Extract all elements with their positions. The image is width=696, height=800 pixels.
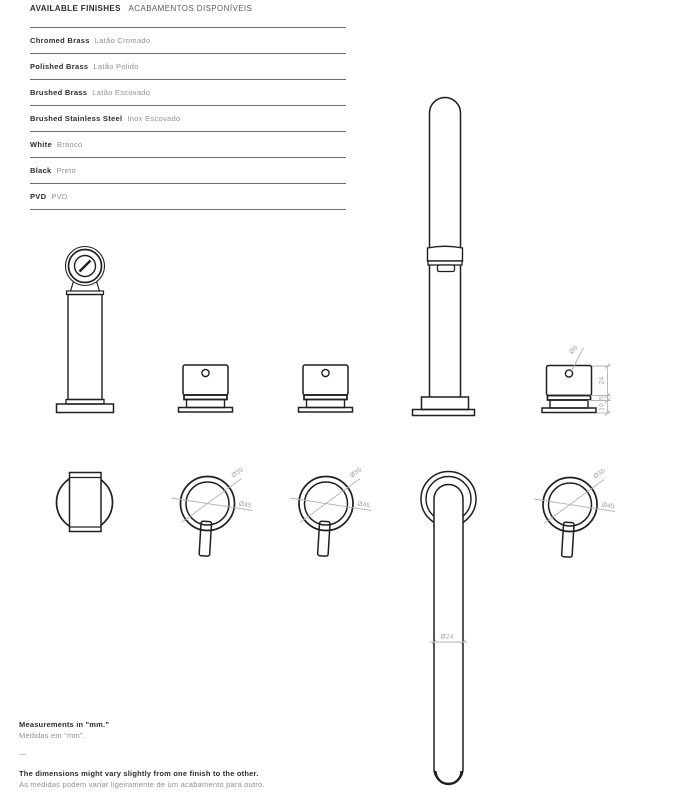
finish-name-en: Polished Brass (30, 62, 89, 71)
page-title-pt: ACABAMENTOS DISPONÍVEIS (128, 4, 253, 13)
screw-slot (80, 261, 91, 272)
spout-top-view (421, 472, 476, 785)
dim-outer-diameter: Ø45 (238, 500, 253, 510)
spout-collar (428, 246, 463, 261)
spout-base (422, 397, 469, 410)
variation-note-en: The dimensions might vary slightly from one finish to the other. (19, 769, 259, 778)
dim-outer-diameter: Ø45 (356, 500, 371, 510)
finish-name-pt: Preto (56, 166, 76, 175)
dim-band-height: 5 (598, 396, 606, 400)
finish-name-pt: Latão Cromado (94, 36, 151, 45)
shower-flange (57, 404, 114, 413)
handle-side-view-1 (179, 365, 233, 412)
finish-name-pt: Inox Escovado (127, 114, 181, 123)
dim-outer-diameter: Ø45 (601, 501, 616, 511)
handle-top-view-1 (172, 466, 253, 556)
dim-body-height: 24 (598, 376, 606, 385)
finish-name-en: Brushed Stainless Steel (30, 114, 123, 123)
dim-inner-diameter: Ø35 (230, 466, 245, 480)
handle-top-view-2 (290, 466, 371, 556)
shower-body (68, 295, 102, 400)
finish-name-en: Brushed Brass (30, 88, 88, 97)
spout-mouth (438, 265, 455, 272)
variation-note-pt: As medidas podem variar ligeiramente de um acabamento para outro. (19, 780, 265, 789)
finish-name-en: Chromed Brass (30, 36, 90, 45)
spout-side-view (413, 97, 475, 415)
page-title-en: AVAILABLE FINISHES (30, 4, 121, 13)
measurements-note-en: Measurements in "mm." (19, 720, 110, 729)
finish-name-en: PVD (30, 192, 47, 201)
finish-name-en: White (30, 140, 52, 149)
handle-top-view-3 (534, 467, 615, 557)
handle-side-view-dimensioned (542, 344, 611, 415)
dim-inner-diameter: Ø35 (592, 467, 607, 481)
dim-tube-diameter: Ø24 (440, 633, 454, 641)
dim-inner-diameter: Ø35 (348, 466, 364, 480)
footer-notes (19, 719, 265, 790)
finish-name-pt: Latão Polido (93, 62, 139, 71)
divider-dash: — (19, 749, 27, 758)
finish-name-pt: Branco (56, 140, 83, 149)
measurements-note-pt: Medidas em "mm". (19, 731, 86, 740)
finish-name-pt: PVD (51, 192, 68, 201)
dim-base-height: 10 (598, 403, 606, 411)
hand-shower-top-view (57, 473, 113, 532)
hand-shower-side-view (57, 247, 114, 413)
dim-button-diameter: Ø6 (568, 344, 580, 356)
finish-name-pt: Latão Escovado (92, 88, 151, 97)
finish-name-en: Black (30, 166, 52, 175)
handle-side-view-2 (299, 365, 353, 412)
spout-flange (413, 410, 475, 416)
